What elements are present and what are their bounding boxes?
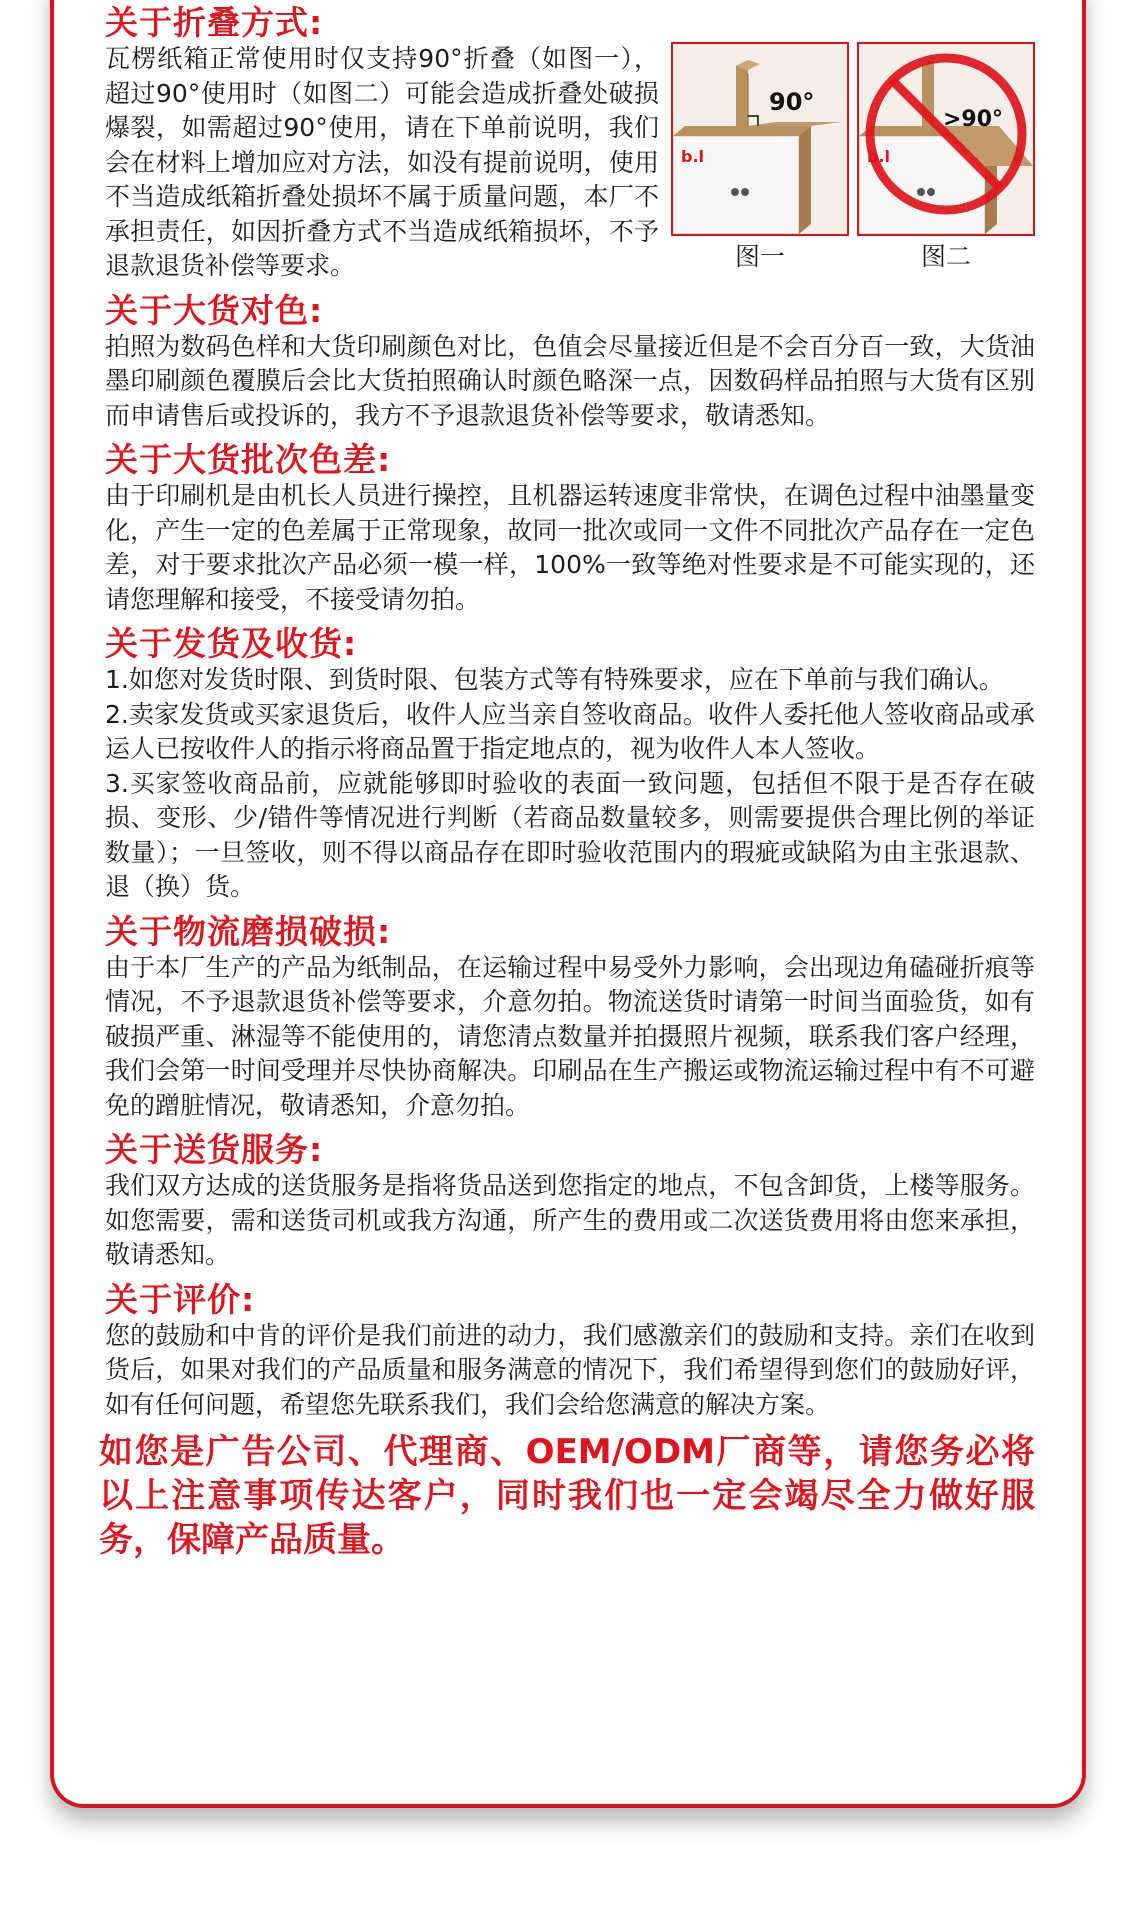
svg-text:b.l: b.l — [681, 147, 705, 166]
shipping-item-1: 1.如您对发货时限、到货时限、包装方式等有特殊要求，应在下单前与我们确认。 — [105, 665, 1004, 694]
section-folding — [105, 4, 1035, 284]
figure-1 — [671, 42, 849, 274]
section-title-delivery: 关于送货服务: — [105, 1130, 324, 1169]
section-title-batch-color: 关于大货批次色差: — [105, 440, 392, 479]
figure-2-caption: 图二 — [920, 242, 971, 271]
shipping-item-3: 3.买家签收商品前，应就能够即时验收的表面一致问题，包括但不限于是否存在破损、变形、少/错件等情况进行判断（若商品数量较多，则需要提供合理比例的举证数量）；一旦签收，则不得以商品存在即时验收范围内的瑕疵或缺陷为由主张退款、退（换）货。 — [105, 768, 1035, 901]
folding-figures — [671, 42, 1035, 274]
box-fold-over-90-prohibited-illustration — [859, 44, 1033, 234]
shipping-item-2: 2.卖家发货或买家退货后，收件人应当亲自签收商品。收件人委托他人签收商品或承运人已按收件人的指示将商品置于指定地点的，视为收件人本人签收。 — [105, 699, 1035, 763]
section-title-folding: 关于折叠方式: — [105, 3, 324, 42]
figure-1-caption: 图一 — [734, 242, 785, 271]
section-logistics — [105, 913, 1035, 1124]
section-delivery — [105, 1131, 1035, 1273]
section-body-folding: 瓦楞纸箱正常使用时仅支持90°折叠（如图一），超过90°使用时（如图二）可能会造成折叠处破损爆裂，如需超过90°使用，请在下单前说明，我们会在材料上增加应对方法，如没有提前说明，使用不当造成纸箱折叠处损坏不属于质量问题，本厂不承担责任，如因折叠方式不当造成纸箱损坏，不予退款退货补偿等要求。 — [105, 44, 659, 280]
section-batch-color — [105, 441, 1035, 617]
notice-content — [99, 3, 1035, 1562]
section-review — [105, 1281, 1035, 1423]
section-title-review: 关于评价: — [105, 1279, 256, 1319]
section-title-color-match: 关于大货对色: — [105, 290, 324, 330]
section-body-batch-color: 由于印刷机是由机长人员进行操控，且机器运转速度非常快，在调色过程中油墨量变化，产生一定的色差属于正常现象，故同一批次或同一文件不同批次产品存在一定色差，对于要求批次产品必须一模一样，100%一致等绝对性要求是不可能实现的，还请您理解和接受，不接受请勿拍。 — [105, 481, 1035, 614]
section-body-review: 您的鼓励和中肯的评价是我们前进的动力，我们感激亲们的鼓励和支持。亲们在收到货后，如果对我们的产品质量和服务满意的情况下，我们希望得到您们的鼓励好评，如有任何问题，希望您先联系我们，我们会给您满意的解决方案。 — [105, 1320, 1035, 1419]
section-body-delivery: 我们双方达成的送货服务是指将货品送到您指定的地点，不包含卸货，上楼等服务。如您需要，需和送货司机或我方沟通，所产生的费用或二次送货费用将由您来承担，敬请悉知。 — [105, 1171, 1035, 1269]
section-body-logistics: 由于本厂生产的产品为纸制品，在运输过程中易受外力影响，会出现边角磕碰折痕等情况，不予退款退货补偿等要求，介意勿拍。物流送货时请第一时间当面验货，如有破损严重、淋湿等不能使用的，请您清点数量并拍摄照片视频，联系我们客户经理，我们会第一时间受理并尽快协商解决。印刷品在生产搬运或物流运输过程中有不可避免的蹭脏情况，敬请悉知，介意勿拍。 — [105, 952, 1035, 1120]
figure-1-angle-label: 90° — [769, 88, 815, 116]
section-shipping — [105, 625, 1035, 905]
figure-2-image — [857, 42, 1035, 236]
footer-note: 如您是广告公司、代理商、OEM/ODM厂商等，请您务必将以上注意事项传达客户，同时我们也一定会竭尽全力做好服务，保障产品质量。 — [99, 1432, 1035, 1560]
figure-2 — [857, 42, 1035, 274]
figure-1-image — [671, 42, 849, 236]
section-title-shipping: 关于发货及收货: — [105, 624, 358, 663]
section-color-match — [105, 292, 1035, 434]
figure-2-angle-label: >90° — [943, 107, 1004, 132]
svg-text:b.l: b.l — [867, 147, 891, 166]
section-body-color-match: 拍照为数码色样和大货印刷颜色对比，色值会尽量接近但是不会百分百一致，大货油墨印刷颜色覆膜后会比大货拍照确认时颜色略深一点，因数码样品拍照与大货有区别而申请售后或投诉的，我方不予退款退货补偿等要求，敬请悉知。 — [105, 331, 1035, 430]
box-fold-90-illustration — [673, 44, 847, 234]
section-title-logistics: 关于物流磨损破损: — [105, 911, 392, 951]
